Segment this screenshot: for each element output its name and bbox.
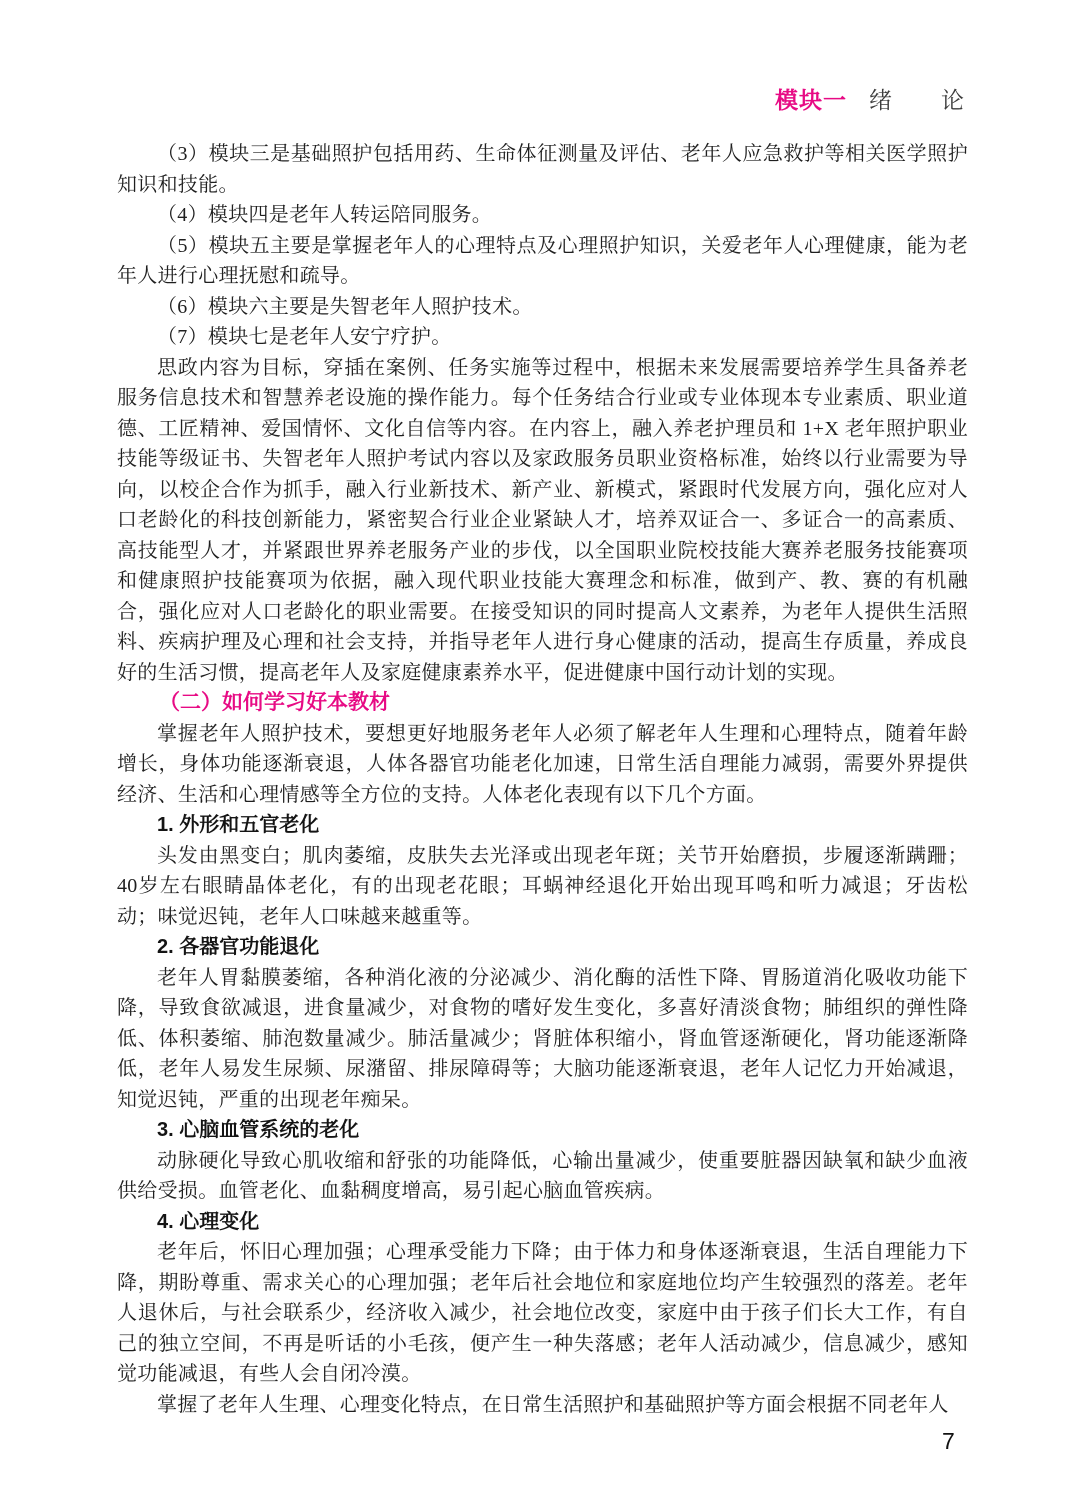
paragraph-module4: （4）模块四是老年人转运陪同服务。 — [157, 204, 493, 226]
numbered-heading-psychological-change: 4. 心理变化 — [157, 1210, 260, 1233]
chapter-title: 绪 论 — [869, 87, 965, 113]
paragraph-cardiovascular-aging: 动脉硬化导致心肌收缩和舒张的功能降低，心输出量减少，使重要脏器因缺氧和缺少血液供给受损。血管老化、血黏稠度增高，易引起心脑血管疾病。 — [117, 1149, 968, 1202]
paragraph-appearance-aging: 头发由黑变白；肌肉萎缩，皮肤失去光泽或出现老年斑；关节开始磨损，步履逐渐蹒跚；40岁左右眼睛晶体老化，有的出现老花眼；耳蜗神经退化开始出现耳鸣和听力减退；牙齿松动；味觉迟钝，老年人口味越来越重等。 — [117, 844, 968, 928]
subsection-heading-how-to-study: （二）如何学习好本教材 — [159, 691, 390, 714]
paragraph-module3: （3）模块三是基础照护包括用药、生命体征测量及评估、老年人应急救护等相关医学照护知识和技能。 — [117, 143, 968, 196]
numbered-heading-cardiovascular-aging: 3. 心脑血管系统的老化 — [157, 1119, 360, 1141]
module-badge: 模块一 — [775, 87, 847, 113]
numbered-heading-appearance-aging: 1. 外形和五官老化 — [157, 814, 320, 836]
paragraph-psychological-change: 老年后，怀旧心理加强；心理承受能力下降；由于体力和身体逐渐衰退，生活自理能力下降，期盼尊重、需求关心的心理加强；老年后社会地位和家庭地位均产生较强烈的落差。老年人退休后，与社会联系少，经济收入减少，社会地位改变，家庭中由于孩子们长大工作，有自己的独立空间，不再是听话的小毛孩，便产生一种失落感；老年人活动减少，信息减少，感知觉功能减退，有些人会自闭冷漠。 — [117, 1241, 968, 1385]
page-number: 7 — [942, 1428, 955, 1454]
paragraph-module5: （5）模块五主要是掌握老年人的心理特点及心理照护知识，关爱老年人心理健康，能为老年人进行心理抚慰和疏导。 — [117, 234, 968, 287]
paragraph-module6: （6）模块六主要是失智老年人照护技术。 — [157, 295, 533, 318]
paragraph-module7: （7）模块七是老年人安宁疗护。 — [157, 326, 452, 348]
page-header — [775, 82, 965, 115]
numbered-heading-organ-decline: 2. 各器官功能退化 — [157, 936, 320, 958]
paragraph-aging-overview: 掌握老年人照护技术，要想更好地服务老年人必须了解老年人生理和心理特点，随着年龄增长，身体功能逐渐衰退，人体各器官功能老化加速，日常生活自理能力减弱，需要外界提供经济、生活和心理情感等全方位的支持。人体老化表现有以下几个方面。 — [117, 722, 968, 806]
page-body-text — [117, 139, 968, 1420]
paragraph-closing: 掌握了老年人生理、心理变化特点，在日常生活照护和基础照护等方面会根据不同老年人 — [157, 1393, 949, 1416]
paragraph-organ-decline: 老年人胃黏膜萎缩，各种消化液的分泌减少、消化酶的活性下降、胃肠道消化吸收功能下降，导致食欲减退，进食量减少，对食物的嗜好发生变化，多喜好清淡食物；肺组织的弹性降低、体积萎缩、肺泡数量减少。肺活量减少；肾脏体积缩小，肾血管逐渐硬化，肾功能逐渐降低，老年人易发生尿频、尿潴留、排尿障碍等；大脑功能逐渐衰退，老年人记忆力开始减退，知觉迟钝，严重的出现老年痴呆。 — [117, 966, 968, 1111]
paragraph-ideological-content: 思政内容为目标，穿插在案例、任务实施等过程中，根据未来发展需要培养学生具备养老服务信息技术和智慧养老设施的操作能力。每个任务结合行业或专业体现本专业素质、职业道德、工匠精神、爱国情怀、文化自信等内容。在内容上，融入养老护理员和 1+X 老年照护职业技能等级证书、失智老年人照护考试内容以及家政服务员职业资格标准，始终以行业需要为导向，以校企合作为抓手，融入行业新技术、新产业、新模式，紧跟时代发展方向，强化应对人口老龄化的科技创新能力，紧密契合行业企业紧缺人才，培养双证合一、多证合一的高素质、高技能型人才，并紧跟世界养老服务产业的步伐，以全国职业院校技能大赛养老服务技能赛项和健康照护技能赛项为依据，融入现代职业技能大赛理念和标准，做到产、教、赛的有机融合，强化应对人口老龄化的职业需要。在接受知识的同时提高人文素养，为老年人提供生活照料、疾病护理及心理和社会支持，并指导老年人进行身心健康的活动，提高生存质量，养成良好的生活习惯，提高老年人及家庭健康素养水平，促进健康中国行动计划的实现。 — [117, 356, 968, 684]
